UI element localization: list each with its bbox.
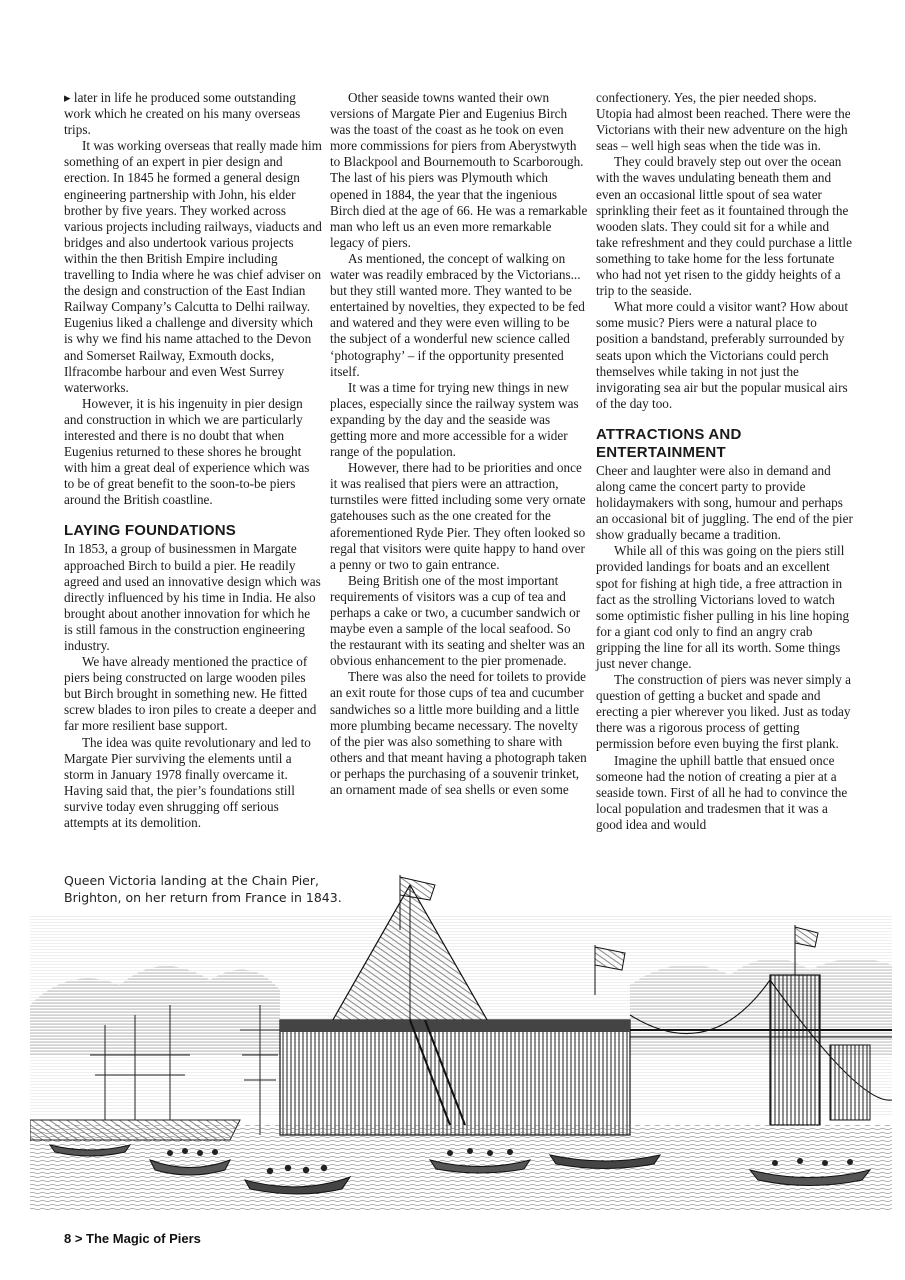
section-heading: ATTRACTIONS AND ENTERTAINMENT (596, 425, 742, 461)
body-paragraph: Being British one of the most important requirements of visitors was a cup of tea and perhaps a cake or two, a cucumber sandwich or maybe even a sample of the local seafood. So the restaurant with its seating and shelter was an obvious enhancement to the pier promenade. (330, 572, 585, 669)
cloud-right (630, 959, 892, 1055)
page-footer: 8 > The Magic of Piers (64, 1231, 201, 1246)
body-paragraph: There was also the need for toilets to provide an exit route for those cups of tea and cucumber sandwiches so a little more building and a little more plumbing became necessary. The novelty of the pier was also something to share with others and that meant having a photograph taken or perhaps the purchasing of a souvenir trinket, an ornament made of sea shells or even some (330, 669, 587, 798)
body-paragraph: In 1853, a group of businessmen in Margate approached Birch to build a pier. He readily agreed and used an innovative design which was directly influenced by his time in India. He also brought about another innovation for which he is still famous in the construction engineering industry. (64, 541, 321, 653)
article-column-2 (330, 90, 588, 798)
body-paragraph: confectionery. Yes, the pier needed shops. Utopia had almost been reached. There were the Victorians with their new adventure on the high seas – well high seas when the tide was in. (596, 90, 851, 154)
caption-line-1: Queen Victoria landing at the Chain Pier, (64, 873, 319, 888)
body-paragraph: The idea was quite revolutionary and led to Margate Pier surviving the elements until a storm in January 1978 finally overcame it. Having said that, the pier’s foundations still survive today even shrugging off serious attempts at its demolition. (64, 734, 311, 831)
body-paragraph: What more could a visitor want? How about some music? Piers were a natural place to position a bandstand, preferably surrounded by seats upon which the Victorians could perch themselves while taking in not just the invigorating sea air but the popular musical airs of the day too. (596, 299, 849, 411)
body-paragraph: However, it is his ingenuity in pier design and construction in which we are particularly interested and there is no doubt that when Eugenius returned to these shores he brought with him a great deal of experience which was to be of great benefit to the soon-to-be piers around the British coastline. (64, 395, 310, 508)
body-paragraph: It was working overseas that really made him something of an expert in pier design and erection. In 1845 he formed a general design engineering partnership with John, his elder brother by five years. They worked across various projects including railways, viaducts and bridges and also undertook various projects within the then British Empire including travelling to India where he was chief adviser on the design and construction of the East Indian Railway Company’s Calcutta to Delhi railway. Eugenius liked a challenge and diversity which is why we find his name attached to the Devon and Somerset Railway, Exmouth docks, Ilfracombe harbour and even West Surrey waterworks. (64, 138, 322, 395)
body-paragraph: While all of this was going on the piers still provided landings for boats and an excellent spot for fishing at high tide, a free attraction in fact as the strolling Victorians loved to watch some optimistic fisher pulling in his line hoping for a giant cod only to find an angry crab gripping the line for all its worth. Some things just never change. (596, 543, 850, 671)
body-paragraph: The construction of piers was never simply a question of getting a bucket and spade and erecting a pier wherever you liked. Just as today there was a rigorous process of getting permission before even buying the first plank. (596, 672, 851, 752)
section-heading: LAYING FOUNDATIONS (64, 522, 236, 540)
image-caption (64, 872, 364, 906)
body-paragraph: However, there had to be priorities and once it was realised that piers were an attraction, turnstiles were fitted including some very ornate gatehouses such as the one created for the aforementioned Ryde Pier. They often looked so regal that visitors were quite happy to hand over a penny or two to gain entrance. (330, 460, 586, 572)
article-column-1 (64, 90, 322, 831)
body-paragraph: It was a time for trying new things in new places, especially since the railway system was expanding by the day and the seaside was getting more and more accessible for a wider range of the population. (330, 379, 579, 460)
body-paragraph: Other seaside towns wanted their own versions of Margate Pier and Eugenius Birch was the toast of the coast as he took on even more commissions for piers from Aberystwyth to Blackpool and Bournemouth to Scarborough. The last of his piers was Plymouth which opened in 1884, the year that the ingenious Birch died at the age of 66. He was a remarkable man who left us an even more remarkable legacy of piers. (330, 90, 588, 250)
body-paragraph: Cheer and laughter were also in demand and along came the concert party to provide holidaymakers with song, humour and perhaps an occasional bit of juggling. The end of the pier show gradually became a tradition. (596, 462, 853, 543)
body-paragraph: Imagine the uphill battle that ensued once someone had the notion of creating a pier at a seaside town. First of all he had to convince the local population and tradesmen that it was a good idea and would (596, 752, 848, 832)
article-column-3 (596, 90, 854, 833)
engraving-illustration (30, 855, 892, 1210)
caption-line-2: Brighton, on her return from France in 1843. (64, 890, 342, 905)
body-paragraph: As mentioned, the concept of walking on water was readily embraced by the Victorians... but they still wanted more. They wanted to be entertained by novelties, they expected to be fed and watered and they were even willing to be the subject of a wonderful new science called ‘photography’ – if the opportunity presented itself. (330, 250, 585, 379)
body-paragraph: We have already mentioned the practice of piers being constructed on large wooden piles but Birch brought in something new. He fitted screw blades to iron piles to create a deeper and far more resilient base support. (64, 654, 317, 734)
body-paragraph: They could bravely step out over the ocean with the waves undulating beneath them and even an occasional little spout of sea water sprinkling their feet as it fountained through the wooden slats. They could sit for a while and take refreshment and they could purchase a little something to take home for the less fortunate who had not yet risen to the giddy heights of a trip to the seaside. (596, 154, 852, 299)
body-paragraph: ▸ later in life he produced some outstanding work which he created on his many overseas trips. (64, 90, 301, 138)
